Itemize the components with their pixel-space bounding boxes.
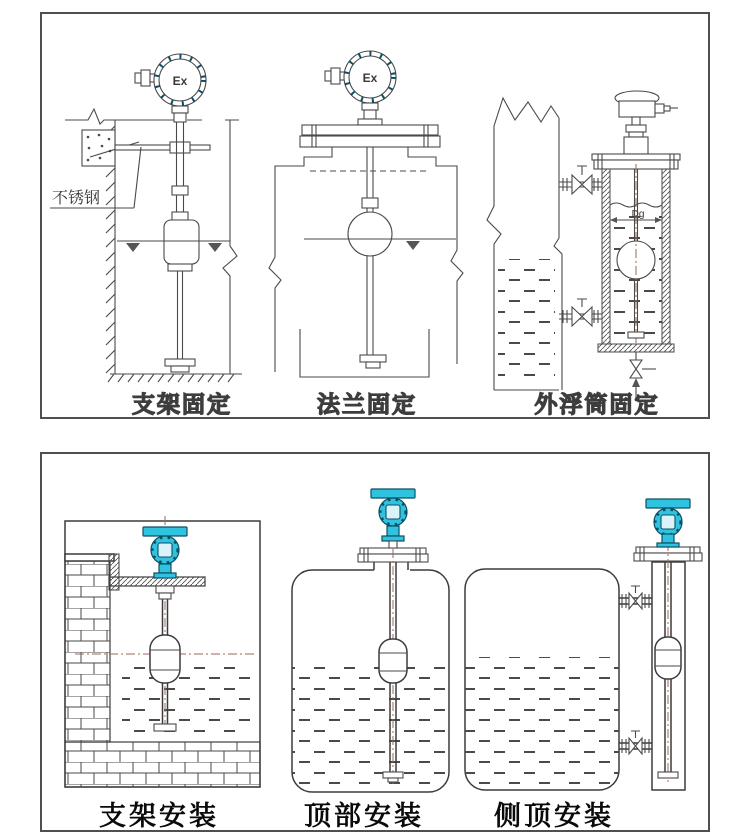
caption-chamber-fixing: 外浮筒固定 xyxy=(534,391,660,417)
level-symbol xyxy=(208,243,222,252)
dg-label: Dg xyxy=(631,209,645,220)
brick-wall xyxy=(65,561,110,742)
ground-hatching xyxy=(108,374,234,382)
flange-fixing-diagram xyxy=(269,51,463,377)
ex-label: Ex xyxy=(172,74,188,88)
stem-clamp xyxy=(170,142,190,153)
brick-floor xyxy=(65,742,260,787)
top-installation-diagram xyxy=(292,489,449,792)
side-valve-icon xyxy=(559,299,602,326)
liquid xyxy=(122,660,254,740)
chamber-wall xyxy=(602,169,610,344)
tank-liquid xyxy=(498,259,555,384)
side-top-installation-diagram xyxy=(465,499,702,790)
float-body xyxy=(379,639,407,683)
material-label: 不锈钢 xyxy=(52,190,101,207)
pipe-valve-icon xyxy=(619,731,652,754)
bracket-installation-diagram xyxy=(65,516,260,787)
chamber-wall xyxy=(662,169,670,344)
caption-side-top-installation: 侧顶安装 xyxy=(494,801,614,831)
transmitter-head-icon xyxy=(371,489,415,548)
fixing-diagrams-drawing xyxy=(42,14,708,417)
float-ball xyxy=(348,212,392,256)
level-symbol xyxy=(406,241,420,250)
side-valve-icon xyxy=(559,166,602,194)
liquid xyxy=(292,660,449,792)
float-body xyxy=(164,220,199,264)
liquid xyxy=(465,657,619,790)
float-body xyxy=(655,637,681,679)
installation-diagrams-drawing xyxy=(42,454,708,830)
ex-transmitter-head-icon xyxy=(135,54,206,106)
external-chamber-fixing-diagram xyxy=(487,91,680,400)
caption-bracket-installation: 支架安装 xyxy=(99,801,219,831)
caption-bracket-fixing: 支架固定 xyxy=(132,391,232,417)
installation-methods-panel xyxy=(40,452,710,832)
fixing-methods-panel xyxy=(40,12,710,419)
bracket-arm xyxy=(115,145,210,150)
transmitter-head-icon xyxy=(615,91,678,154)
caption-top-installation: 顶部安装 xyxy=(304,801,424,831)
bracket-fixing-diagram xyxy=(50,54,242,382)
transmitter-head-icon xyxy=(646,499,690,547)
pipe-valve-icon xyxy=(619,586,652,609)
ex-label: Ex xyxy=(362,71,378,85)
ex-transmitter-head-icon xyxy=(325,51,396,103)
caption-flange-fixing: 法兰固定 xyxy=(317,391,417,417)
float-body xyxy=(150,635,180,683)
flange-plates xyxy=(300,125,440,147)
level-symbol xyxy=(126,243,140,252)
